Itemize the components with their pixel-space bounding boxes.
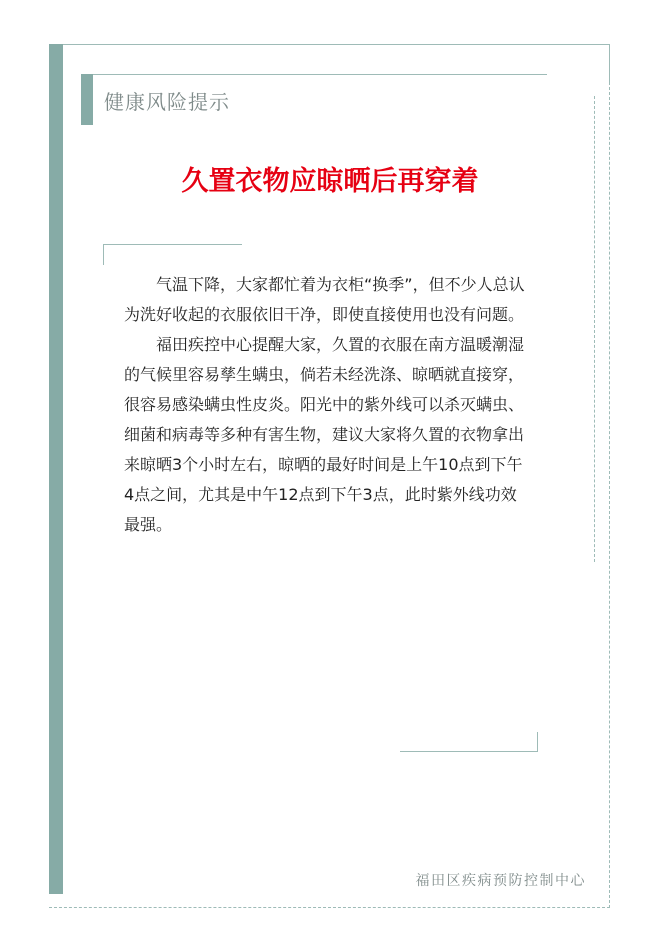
header-title: 健康风险提示: [104, 90, 230, 114]
right-frame-line: [609, 44, 610, 82]
content-corner-top-left-vertical: [103, 244, 104, 265]
article-body: [124, 270, 528, 540]
bottom-dashed-frame-line: [49, 907, 610, 908]
article-paragraph: 福田疾控中心提醒大家，久置的衣服在南方温暖潮湿的气候里容易孳生螨虫，倘若未经洗涤、晾晒就直接穿，很容易感染螨虫性皮炎。阳光中的紫外线可以杀灭螨虫、细菌和病毒等多种有害生物，建议大家将久置的衣物拿出来晾晒3个小时左右，晾晒的最好时间是上午10点到下午4点之间，尤其是中午12点到下午3点，此时紫外线功效最强。: [124, 335, 525, 534]
content-corner-bottom-right-vertical: [537, 732, 538, 752]
header-line: [93, 74, 547, 75]
article-title: 久置衣物应晾晒后再穿着: [181, 166, 479, 197]
left-accent-bar: [49, 44, 63, 894]
content-corner-top-left-horizontal: [103, 244, 242, 245]
footer-organization: 福田区疾病预防控制中心: [415, 873, 586, 889]
article-paragraph: 气温下降，大家都忙着为衣柜“换季”，但不少人总认为洗好收起的衣服依旧干净，即使直接使用也没有问题。: [124, 275, 525, 324]
content-side-dashed-line: [594, 96, 595, 562]
content-corner-bottom-right-horizontal: [400, 751, 538, 752]
top-frame-line: [63, 44, 610, 45]
right-dashed-frame-line: [609, 82, 610, 908]
header-marker: [81, 74, 93, 125]
